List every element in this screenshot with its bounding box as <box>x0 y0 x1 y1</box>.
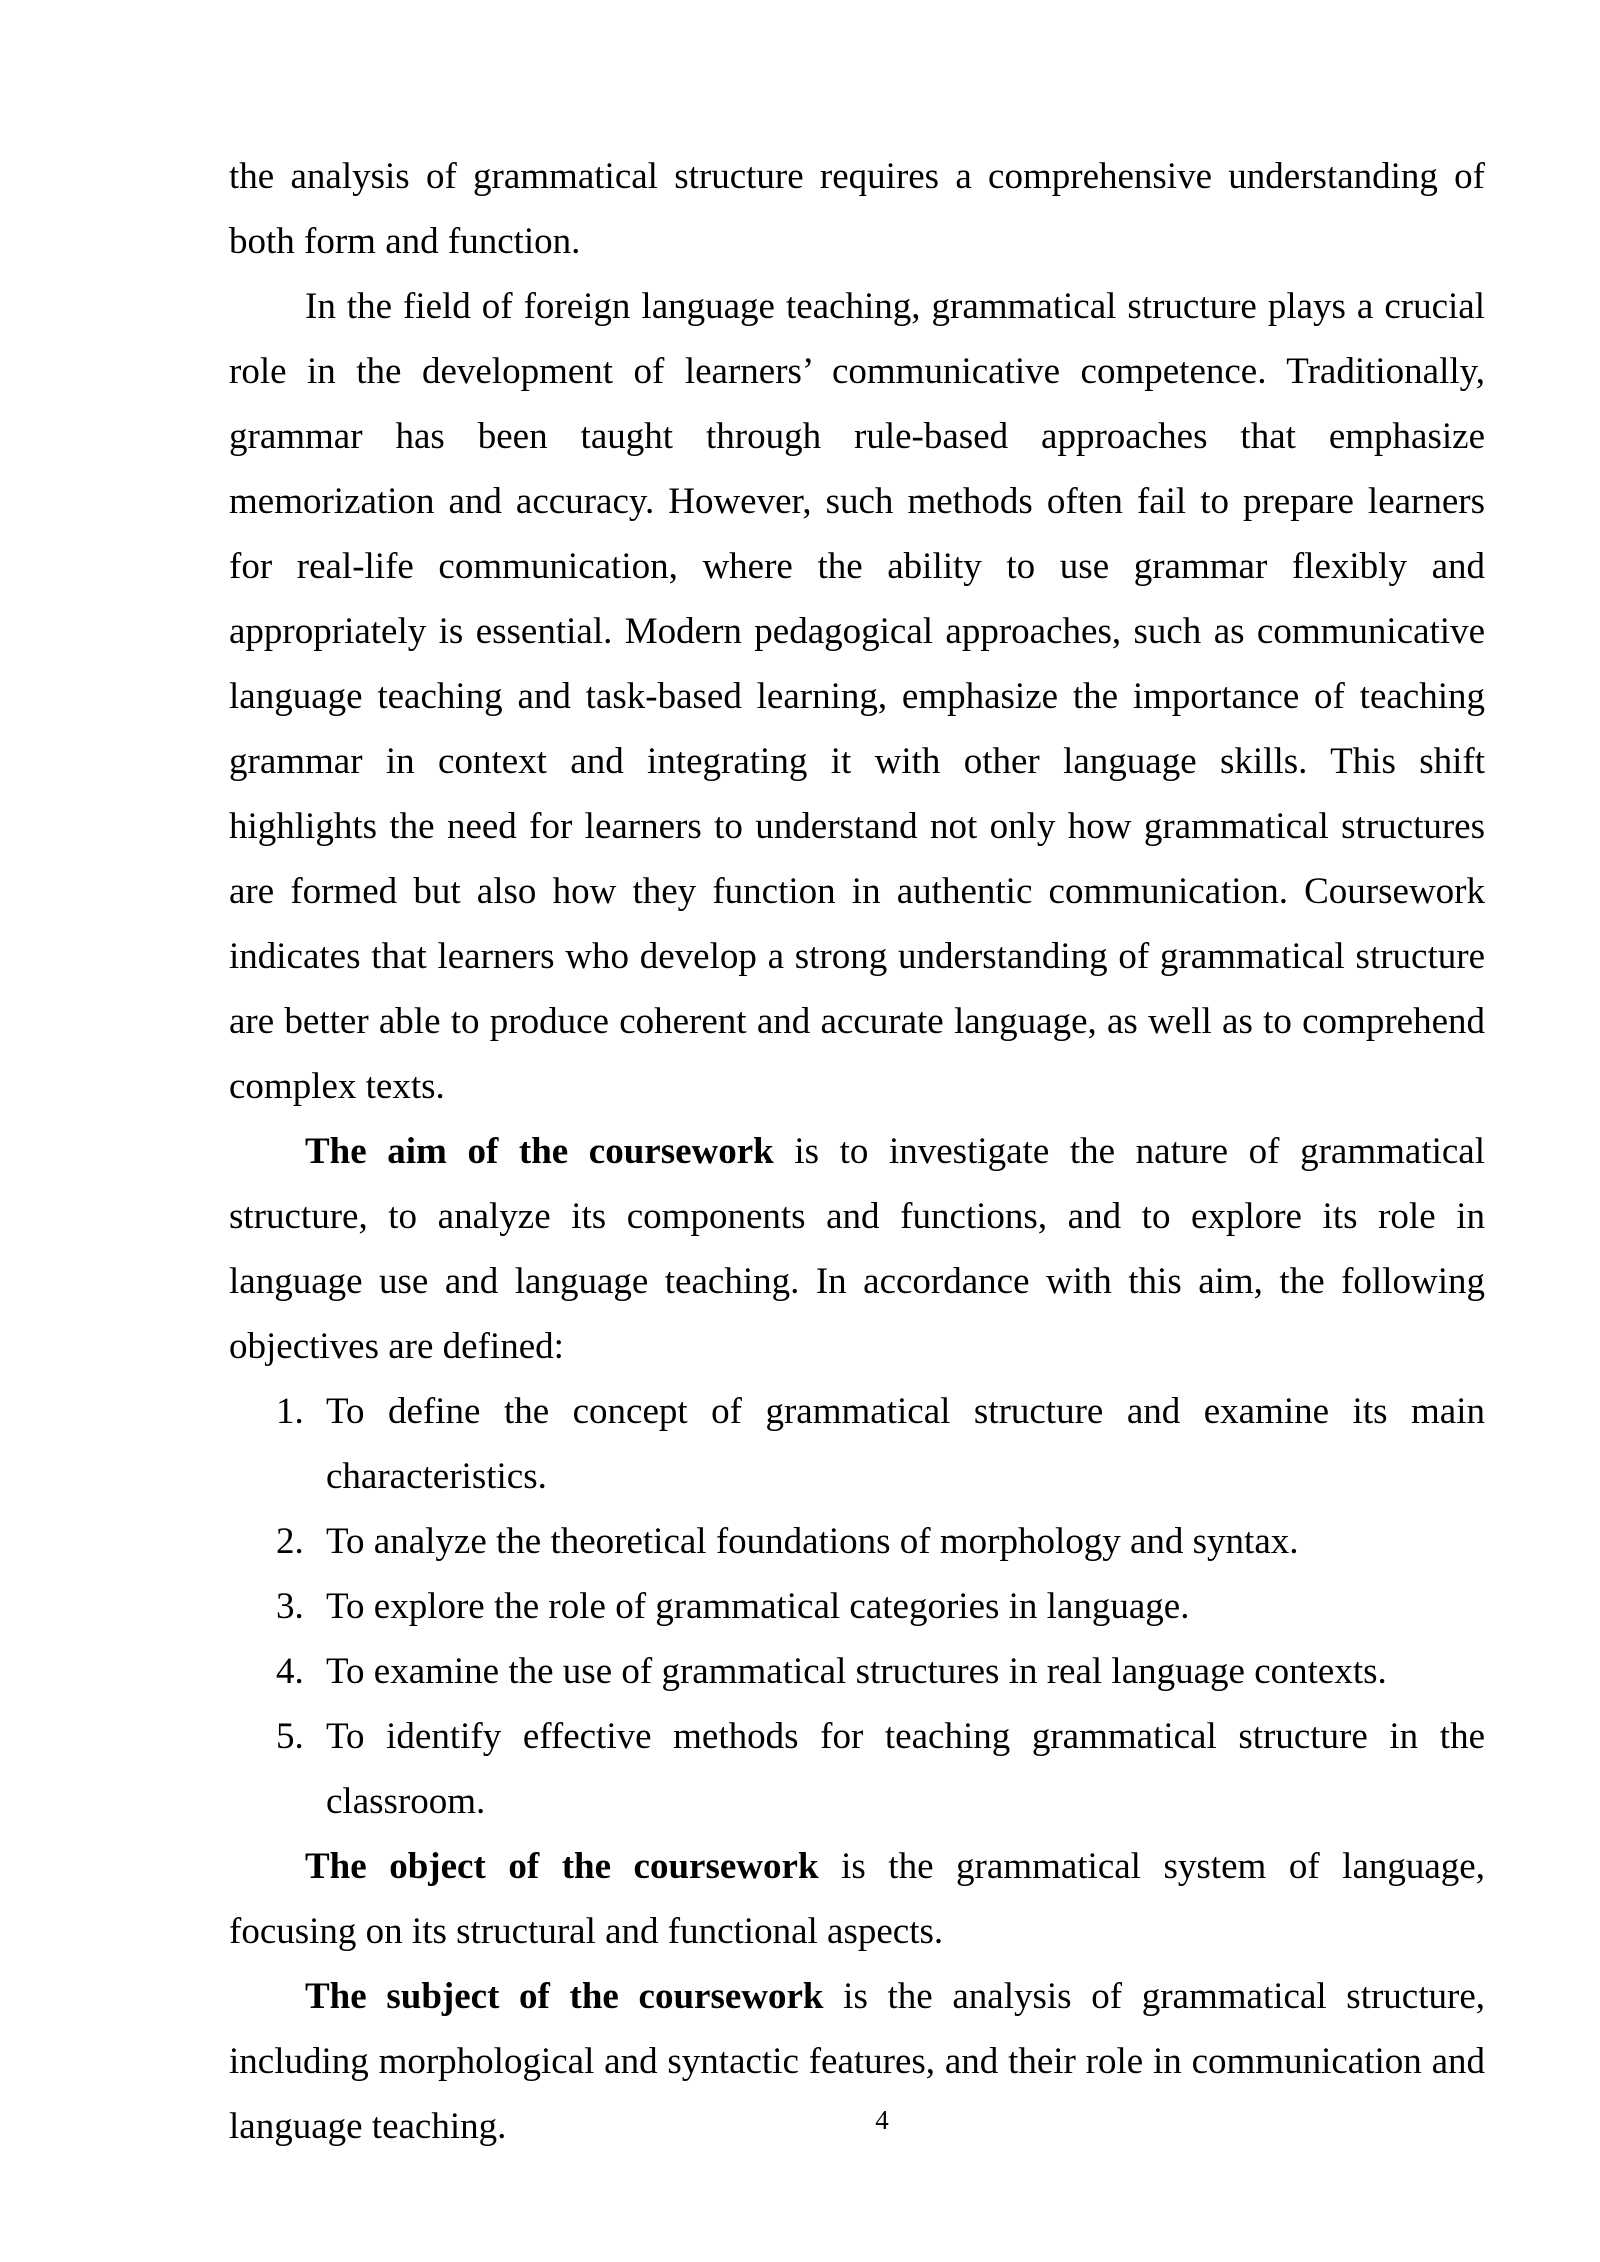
objective-number: 4. <box>276 1651 304 1692</box>
objective-text: To analyze the theoretical foundations of morphology and syntax. <box>326 1521 1299 1562</box>
objective-text: To identify effective methods for teaching grammatical structure in the classroom. <box>326 1716 1485 1822</box>
object-heading: The object of the coursework <box>305 1846 819 1887</box>
subject-text: is the analysis of grammatical structure, including morphological and syntactic features, and their role in communication and language teaching. <box>229 1976 1486 2147</box>
objective-item-2 <box>229 1509 1485 1574</box>
objective-item-5 <box>229 1704 1485 1834</box>
paragraph-aim <box>229 1119 1485 1379</box>
subject-heading: The subject of the coursework <box>305 1976 824 2017</box>
objectives-list <box>229 1379 1485 1834</box>
page-number: 4 <box>875 2105 889 2135</box>
objective-text: To examine the use of grammatical structures in real language contexts. <box>326 1651 1387 1692</box>
objective-number: 3. <box>276 1586 304 1627</box>
objective-item-3 <box>229 1574 1485 1639</box>
aim-heading: The aim of the coursework <box>305 1131 774 1172</box>
aim-text: is to investigate the nature of grammatical structure, to analyze its components and functions, and to explore its role in language use and language teaching. In accordance with this aim, the following objectives are defined: <box>229 1131 1485 1367</box>
objective-item-4 <box>229 1639 1485 1704</box>
objective-number: 5. <box>276 1716 304 1757</box>
page-body <box>229 144 1485 2159</box>
paragraph-foreign-language-teaching: In the field of foreign language teaching, grammatical structure plays a crucial role in the development of learners’ communicative competence. Traditionally, grammar has been taught through rule-based approaches that emphasize memorization and accuracy. However, such methods often fail to prepare learners for real-life communication, where the ability to use grammar flexibly and appropriately is essential. Modern pedagogical approaches, such as communicative language teaching and task-based learning, emphasize the importance of teaching grammar in context and integrating it with other language skills. This shift highlights the need for learners to understand not only how grammatical structures are formed but also how they function in authentic communication. Coursework indicates that learners who develop a strong understanding of grammatical structure are better able to produce coherent and accurate language, as well as to comprehend complex texts. <box>229 286 1485 1107</box>
object-text: is the grammatical system of language, focusing on its structural and functional aspects. <box>229 1846 1485 1952</box>
paragraph-intro-continuation: the analysis of grammatical structure requires a comprehensive understanding of both form and function. <box>229 156 1485 262</box>
paragraph-object <box>229 1834 1485 1964</box>
objective-text: To explore the role of grammatical categories in language. <box>326 1586 1190 1627</box>
objective-item-1 <box>229 1379 1485 1509</box>
objective-number: 2. <box>276 1521 304 1562</box>
objective-number: 1. <box>276 1391 304 1432</box>
objective-text: To define the concept of grammatical structure and examine its main characteristics. <box>326 1391 1485 1497</box>
